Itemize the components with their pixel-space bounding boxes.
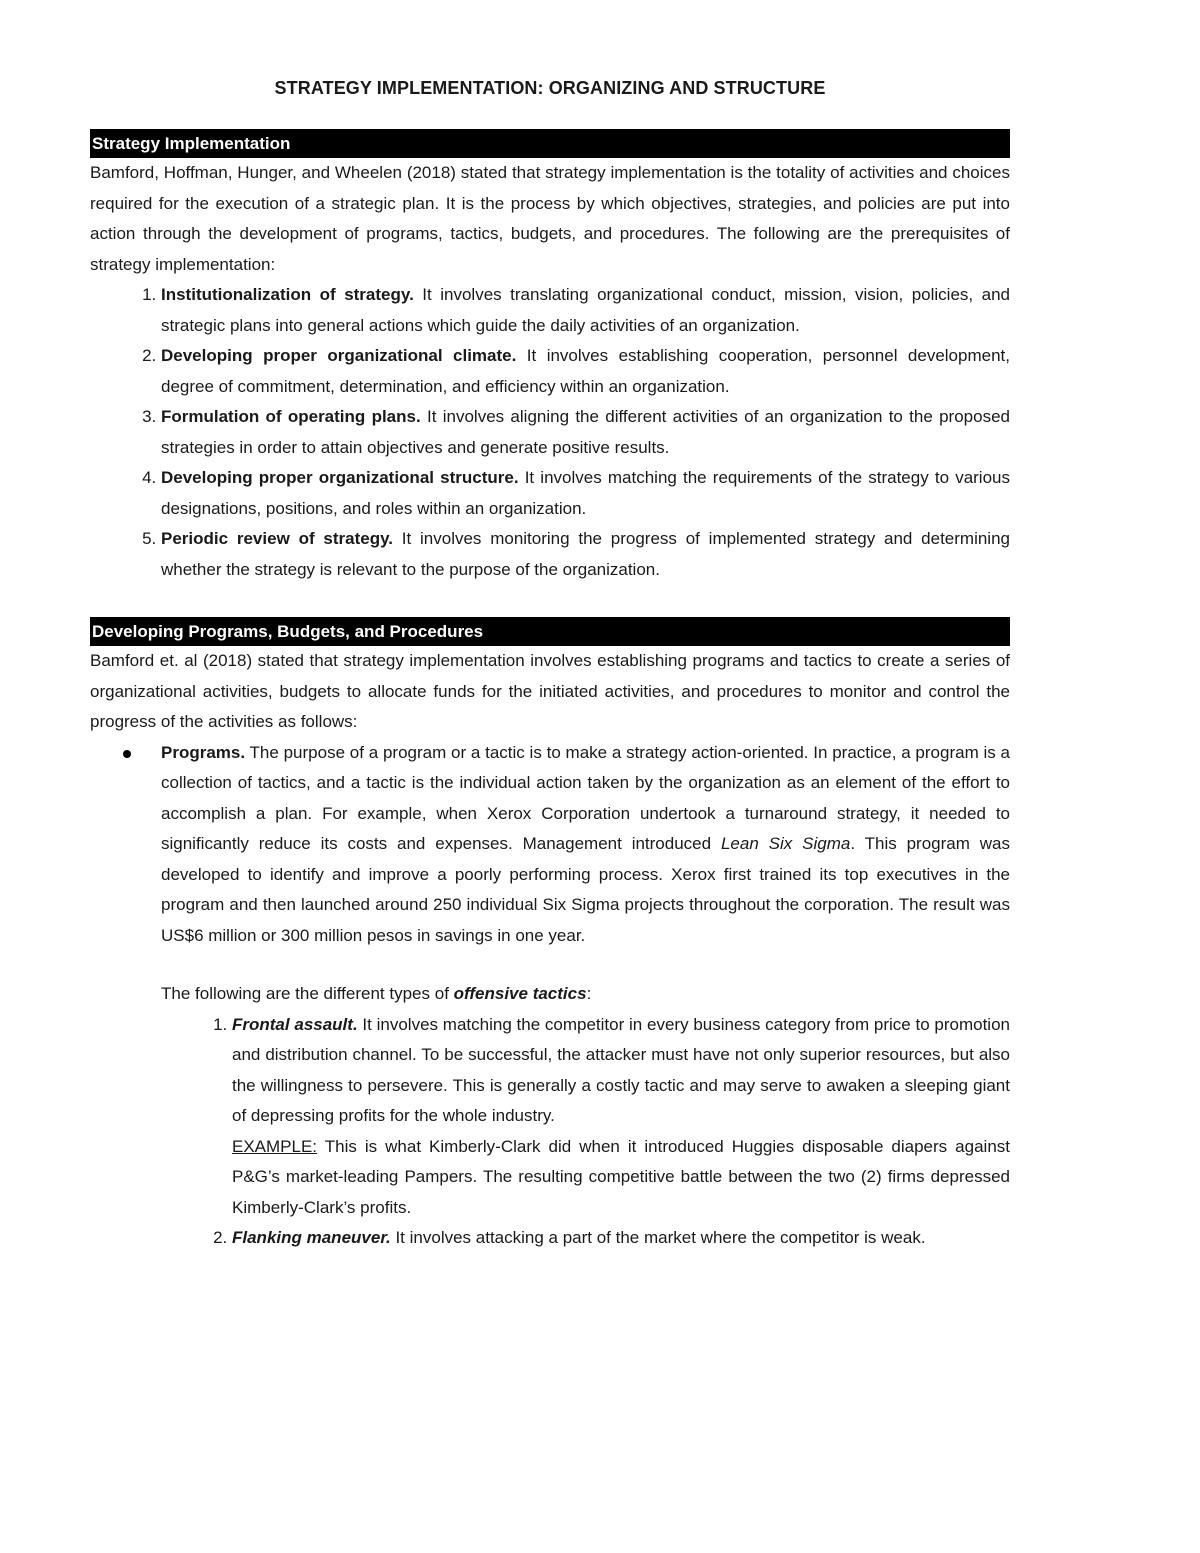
item-term: Frontal assault. — [232, 1014, 358, 1034]
section2-intro: Bamford et. al (2018) stated that strategy implementation involves establishing programs and tactics to create a series of organizational activities, budgets to allocate funds for the initiated activities, and procedures to monitor and control the progress of the activities as follows: — [90, 651, 1010, 731]
section1-intro: Bamford, Hoffman, Hunger, and Wheelen (2018) stated that strategy implementation is the totality of activities and choices required for the execution of a strategic plan. It is the process by which objectives, strategies, and policies are put into action through the development of programs, tactics, budgets, and procedures. The following are the prerequisites of strategy implementation: — [90, 163, 1010, 274]
list-item — [161, 280, 1010, 341]
document-page — [90, 78, 1010, 1254]
item-term: Periodic review of strategy. — [161, 529, 393, 548]
item-text: It involves monitoring the progress of implemented strategy and determining whether the strategy is relevant to the purpose of the organization. — [161, 529, 1010, 579]
list-item — [161, 402, 1010, 463]
tactics-intro — [161, 979, 1010, 1010]
item-text: It involves matching the requirements of the strategy to various designations, positions, and roles within an organization. — [161, 468, 1010, 518]
list-item — [232, 1223, 1010, 1254]
tactics-intro-term: offensive tactics — [453, 984, 587, 1003]
programs-bullet-list — [90, 738, 1010, 1254]
section-spacer — [90, 585, 1010, 617]
item-term: Institutionalization of strategy. — [161, 285, 414, 304]
item-text: . This program was developed to identify and improve a poorly performing process. Xerox first trained its top executives in the program and then launched around 250 individual Six Sigma projects throughout the corporation. The result was US$6 million or 300 million pesos in savings in one year. — [161, 834, 1010, 945]
item-text: It involves aligning the different activities of an organization to the proposed strategies in order to attain objectives and generate positive results. — [161, 407, 1010, 457]
item-text: The purpose of a program or a tactic is to make a strategy action-oriented. In practice, a program is a collection of tactics, and a tactic is the individual action taken by the organization as an element of the effort to accomplish a plan. For example, when Xerox Corporation undertook a turnaround strategy, it needed to significantly reduce its costs and expenses. Management introduced — [161, 742, 1010, 853]
program-name: Lean Six Sigma — [720, 834, 851, 853]
list-item — [161, 341, 1010, 402]
tactics-intro-text: The following are the different types of — [161, 984, 454, 1003]
prerequisites-list — [90, 280, 1010, 585]
item-term: Formulation of operating plans. — [161, 407, 421, 426]
list-item — [161, 463, 1010, 524]
example-label: EXAMPLE: — [232, 1136, 318, 1156]
offensive-tactics-list — [161, 1010, 1010, 1254]
item-text: It involves translating organizational conduct, mission, vision, policies, and strategic plans into general actions which guide the daily activities of an organization. — [161, 285, 1010, 335]
bullet-icon — [123, 750, 131, 758]
list-item — [232, 1010, 1010, 1224]
section-heading-strategy-implementation: Strategy Implementation — [90, 129, 1010, 158]
section-heading-programs-budgets-procedures: Developing Programs, Budgets, and Procedures — [90, 617, 1010, 646]
item-text: It involves attacking a part of the market where the competitor is weak. — [390, 1228, 926, 1247]
list-item — [161, 524, 1010, 585]
item-text: It involves establishing cooperation, personnel development, degree of commitment, determination, and efficiency within an organization. — [161, 346, 1010, 396]
item-text: It involves matching the competitor in every business category from price to promotion and distribution channel. To be successful, the attacker must have not only superior resources, but also the willingness to persevere. This is generally a costly tactic and may serve to awaken a sleeping giant of depressing profits for the whole industry. — [232, 1014, 1010, 1125]
item-term: Developing proper organizational structure. — [161, 468, 519, 487]
item-term: Programs. — [161, 742, 246, 762]
document-title: STRATEGY IMPLEMENTATION: ORGANIZING AND STRUCTURE — [274, 78, 826, 98]
tactics-intro-colon: : — [586, 984, 592, 1003]
item-term: Developing proper organizational climate. — [161, 346, 517, 365]
list-item — [161, 738, 1010, 1254]
example-text: This is what Kimberly-Clark did when it introduced Huggies disposable diapers against P&G’s market-leading Pampers. The resulting competitive battle between the two (2) firms depressed Kimberly-Clark’s profits. — [232, 1136, 1010, 1217]
item-term: Flanking maneuver. — [232, 1228, 391, 1247]
